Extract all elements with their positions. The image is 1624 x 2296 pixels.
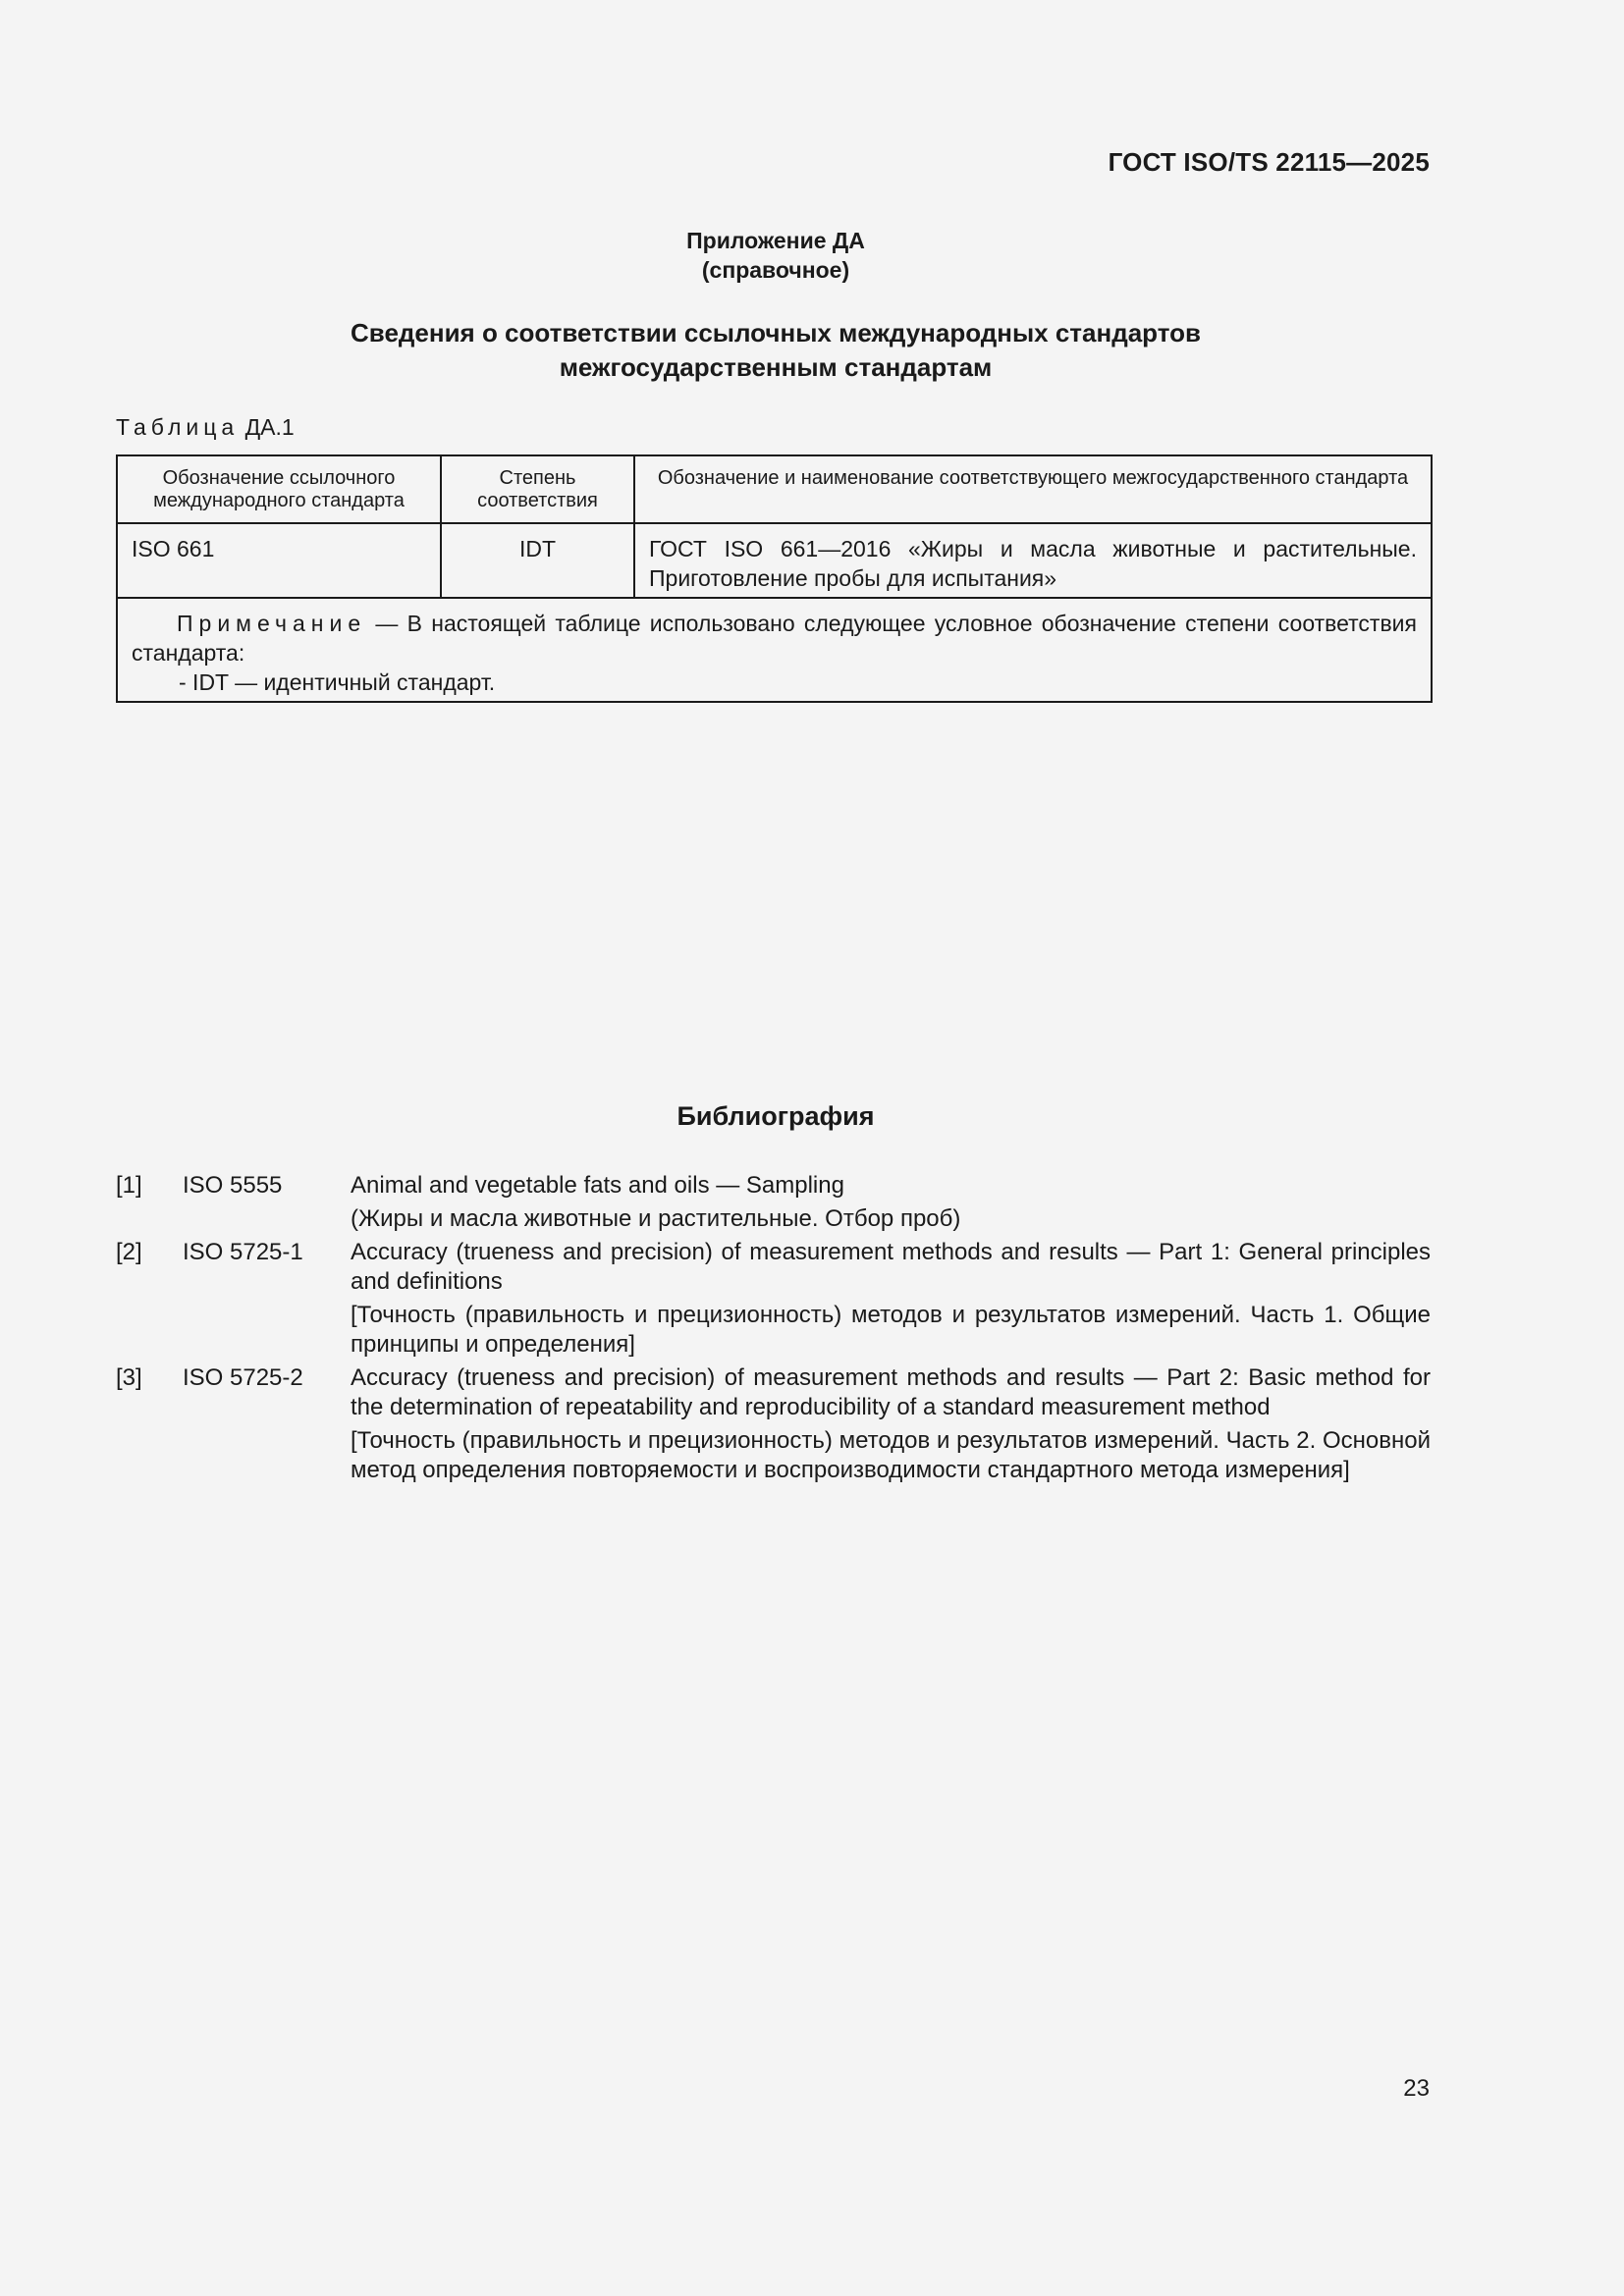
bibliography-entry-code: ISO 5725-1 (183, 1239, 303, 1265)
bibliography-entry-number: [3] (116, 1364, 142, 1391)
cell-degree-of-conformity: IDT (441, 523, 634, 598)
annex-title: Приложение ДА (686, 228, 865, 253)
note-text (132, 609, 1417, 667)
bibliography-entry-code: ISO 5555 (183, 1172, 283, 1199)
annex-heading-line-2: межгосударственным стандартам (559, 352, 993, 382)
table-row (117, 523, 1432, 598)
bibliography-entry-body (351, 1363, 1431, 1485)
table-header-row (117, 455, 1432, 523)
header-reference-standard: Обозначение ссылочного международного стандарта (117, 455, 441, 523)
annex-heading-line-1: Сведения о соответствии ссылочных международных стандартов (351, 318, 1201, 347)
annex-subtitle: (справочное) (701, 257, 850, 283)
bibliography-entry-body (351, 1171, 1431, 1234)
page-number: 23 (1403, 2075, 1430, 2102)
header-degree-of-conformity: Степень соответствия (441, 455, 634, 523)
cell-interstate-standard: ГОСТ ISO 661—2016 «Жиры и масла животные и растительные. Приготовление пробы для испытания» (634, 523, 1432, 598)
bibliography-entry-title-ru: [Точность (правильность и прецизионность) методов и результатов измерений. Часть 2. Основной метод определения повторяемости и воспроизводимости стандартного метода измерения] (351, 1427, 1431, 1483)
bibliography-entry-title-en: Accuracy (trueness and precision) of measurement methods and results — Part 1: General principles and definitions (351, 1239, 1431, 1295)
bibliography-list (116, 1171, 1431, 1489)
note-body: — В настоящей таблице использовано следующее условное обозначение степени соответствия стандарта: (132, 611, 1417, 666)
bibliography-entry-title-en: Accuracy (trueness and precision) of measurement methods and results — Part 2: Basic method for the determination of repeatability and reproducibility of a standard measurement method (351, 1364, 1431, 1420)
bibliography-title: Библиография (677, 1101, 875, 1131)
bibliography-entry-title-ru: (Жиры и масла животные и растительные. Отбор проб) (351, 1205, 961, 1232)
bibliography-entry-title-ru: [Точность (правильность и прецизионность) методов и результатов измерений. Часть 1. Общие принципы и определения] (351, 1302, 1431, 1358)
bibliography-entry (116, 1238, 1431, 1360)
table-note-row (117, 598, 1432, 702)
table-label-word: Таблица (116, 414, 240, 440)
bibliography-entry-code: ISO 5725-2 (183, 1364, 303, 1391)
annex-title-block (0, 226, 1551, 285)
bibliography-entry (116, 1171, 1431, 1234)
document-code: ГОСТ ISO/TS 22115—2025 (1108, 147, 1430, 177)
cell-reference-standard: ISO 661 (117, 523, 441, 598)
table-note (117, 598, 1432, 702)
header-interstate-standard: Обозначение и наименование соответствующего межгосударственного стандарта (634, 455, 1432, 523)
bibliography-entry-body (351, 1238, 1431, 1360)
table-label (116, 414, 295, 441)
annex-heading (0, 316, 1551, 385)
table-label-number: ДА.1 (244, 414, 295, 440)
bibliography-entry-number: [2] (116, 1239, 142, 1265)
bibliography-entry-title-en: Animal and vegetable fats and oils — Sampling (351, 1172, 844, 1199)
note-list-item: - IDT — идентичный стандарт. (179, 669, 496, 695)
bibliography-entry-number: [1] (116, 1172, 142, 1199)
note-label: Примечание (177, 611, 367, 636)
bibliography-entry (116, 1363, 1431, 1485)
correspondence-table (116, 454, 1433, 703)
